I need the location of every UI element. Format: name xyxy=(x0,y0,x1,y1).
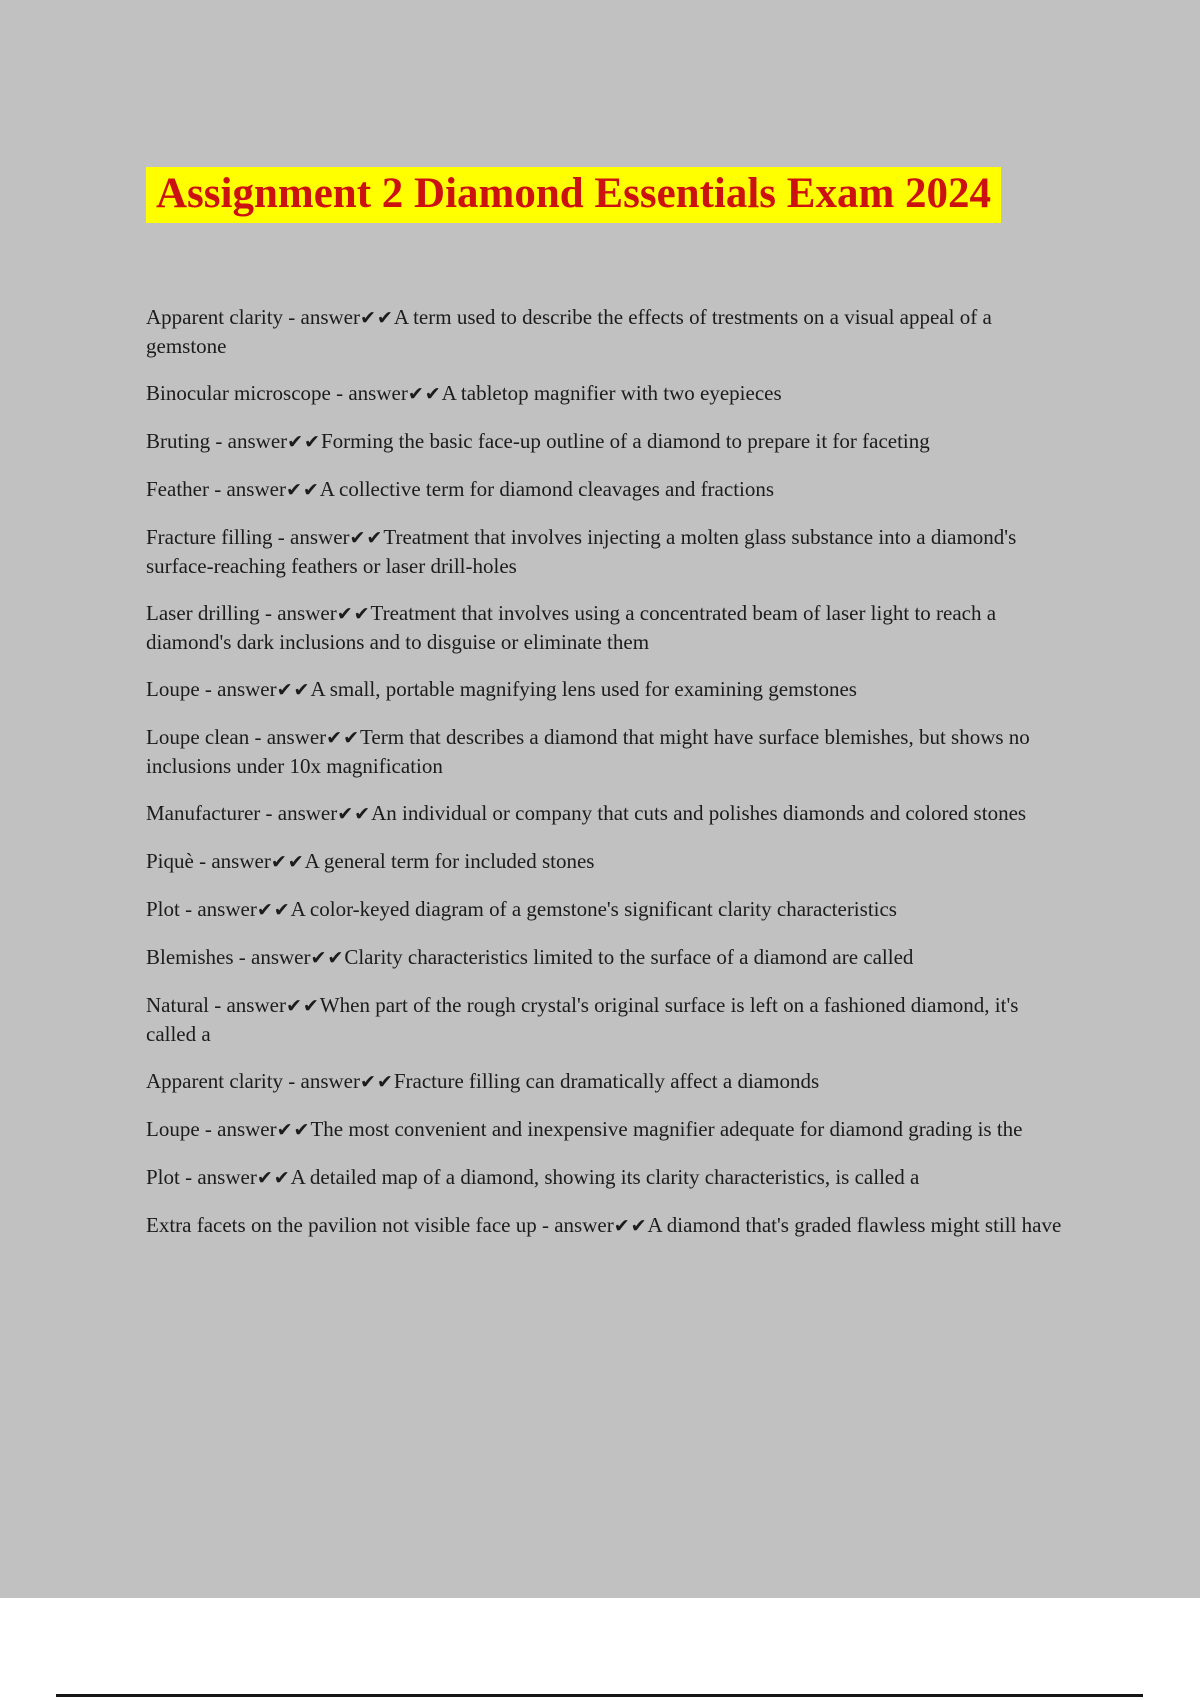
answer-separator: - answer xyxy=(283,1069,360,1093)
qa-answer: A detailed map of a diamond, showing its clarity characteristics, is called a xyxy=(290,1165,920,1189)
title-block xyxy=(146,167,1001,223)
qa-answer: A term used to describe the effects of trestments on a visual appeal of a gemstone xyxy=(146,305,992,358)
qa-answer: A general term for included stones xyxy=(304,849,595,873)
answer-separator: - answer xyxy=(283,305,360,329)
qa-term: Feather xyxy=(146,477,209,501)
qa-paragraph xyxy=(146,799,1070,828)
qa-term: Natural xyxy=(146,993,209,1017)
qa-term: Blemishes xyxy=(146,945,234,969)
double-checkmark-icon: ✔✔ xyxy=(285,995,320,1017)
qa-answer: The most convenient and inexpensive magnifier adequate for diamond grading is the xyxy=(310,1117,1023,1141)
next-page-strip xyxy=(0,1598,1200,1700)
qa-answer: Clarity characteristics limited to the surface of a diamond are called xyxy=(344,945,914,969)
answer-separator: - answer xyxy=(193,849,271,873)
qa-paragraph xyxy=(146,1067,1070,1096)
qa-paragraph xyxy=(146,675,1070,704)
qa-paragraph xyxy=(146,943,1070,972)
qa-answer: Forming the basic face-up outline of a diamond to prepare it for faceting xyxy=(320,429,930,453)
answer-separator: - answer xyxy=(199,677,277,701)
qa-answer: A color-keyed diagram of a gemstone's significant clarity characteristics xyxy=(290,897,897,921)
qa-answer: A collective term for diamond cleavages and fractions xyxy=(319,477,775,501)
answer-separator: - answer xyxy=(208,477,286,501)
qa-paragraph xyxy=(146,379,1070,408)
answer-separator: - answer xyxy=(536,1213,614,1237)
answer-separator: - answer xyxy=(210,429,288,453)
answer-separator: - answer xyxy=(199,1117,277,1141)
answer-separator: - answer xyxy=(179,897,257,921)
qa-answer: Treatment that involves using a concentrated beam of laser light to reach a diamond's dark inclusions and to disguise or eliminate them xyxy=(146,601,997,654)
qa-term: Bruting xyxy=(146,429,211,453)
qa-paragraph xyxy=(146,1211,1070,1240)
double-checkmark-icon: ✔✔ xyxy=(256,899,291,921)
qa-term: Apparent clarity xyxy=(146,1069,284,1093)
qa-answer: When part of the rough crystal's original surface is left on a fashioned diamond, it's called a xyxy=(146,993,1019,1046)
answer-separator: - answer xyxy=(233,945,311,969)
double-checkmark-icon: ✔✔ xyxy=(287,431,321,453)
qa-answer: An individual or company that cuts and polishes diamonds and colored stones xyxy=(371,801,1027,825)
double-checkmark-icon: ✔✔ xyxy=(360,307,394,329)
qa-term: Manufacturer xyxy=(146,801,261,825)
double-checkmark-icon: ✔✔ xyxy=(360,1071,394,1093)
qa-paragraph xyxy=(146,895,1070,924)
double-checkmark-icon: ✔✔ xyxy=(276,679,311,701)
answer-separator: - answer xyxy=(272,525,350,549)
qa-answer: Treatment that involves injecting a molten glass substance into a diamond's surface-reaching feathers or laser drill-holes xyxy=(146,525,1017,578)
qa-answer: Fracture filling can dramatically affect a diamonds xyxy=(393,1069,820,1093)
qa-paragraph xyxy=(146,991,1070,1048)
qa-term: Loupe xyxy=(146,677,200,701)
double-checkmark-icon: ✔✔ xyxy=(337,803,372,825)
qa-term: Plot xyxy=(146,897,180,921)
qa-term: Piquè xyxy=(146,849,194,873)
qa-term: Laser drilling xyxy=(146,601,260,625)
double-checkmark-icon: ✔✔ xyxy=(270,851,305,873)
qa-paragraph xyxy=(146,723,1070,780)
qa-paragraph xyxy=(146,303,1070,360)
qa-paragraph xyxy=(146,1163,1070,1192)
double-checkmark-icon: ✔✔ xyxy=(407,383,442,405)
page-title: Assignment 2 Diamond Essentials Exam 2024 xyxy=(146,167,1001,223)
double-checkmark-icon: ✔✔ xyxy=(326,727,361,749)
double-checkmark-icon: ✔✔ xyxy=(613,1215,648,1237)
double-checkmark-icon: ✔✔ xyxy=(349,527,384,549)
qa-term: Loupe xyxy=(146,1117,200,1141)
qa-paragraph xyxy=(146,599,1070,656)
double-checkmark-icon: ✔✔ xyxy=(276,1119,311,1141)
qa-term: Extra facets on the pavilion not visible face up xyxy=(146,1213,537,1237)
qa-answer: Term that describes a diamond that might have surface blemishes, but shows no inclusions under 10x magnification xyxy=(146,725,1030,778)
qa-answer: A tabletop magnifier with two eyepieces xyxy=(441,381,782,405)
answer-separator: - answer xyxy=(249,725,327,749)
qa-list xyxy=(146,303,1070,1259)
qa-term: Binocular microscope xyxy=(146,381,331,405)
double-checkmark-icon: ✔✔ xyxy=(310,947,345,969)
qa-term: Plot xyxy=(146,1165,180,1189)
qa-paragraph xyxy=(146,475,1070,504)
qa-answer: A small, portable magnifying lens used for examining gemstones xyxy=(310,677,857,701)
qa-paragraph xyxy=(146,427,1070,456)
double-checkmark-icon: ✔✔ xyxy=(285,479,320,501)
qa-paragraph xyxy=(146,1115,1070,1144)
answer-separator: - answer xyxy=(259,601,337,625)
qa-paragraph xyxy=(146,847,1070,876)
page-divider-rule xyxy=(56,1694,1143,1697)
answer-separator: - answer xyxy=(260,801,338,825)
qa-answer: A diamond that's graded flawless might still have xyxy=(647,1213,1062,1237)
double-checkmark-icon: ✔✔ xyxy=(336,603,371,625)
qa-term: Loupe clean xyxy=(146,725,250,749)
answer-separator: - answer xyxy=(208,993,286,1017)
qa-term: Apparent clarity xyxy=(146,305,284,329)
double-checkmark-icon: ✔✔ xyxy=(256,1167,291,1189)
qa-paragraph xyxy=(146,523,1070,580)
answer-separator: - answer xyxy=(179,1165,257,1189)
answer-separator: - answer xyxy=(330,381,408,405)
qa-term: Fracture filling xyxy=(146,525,273,549)
